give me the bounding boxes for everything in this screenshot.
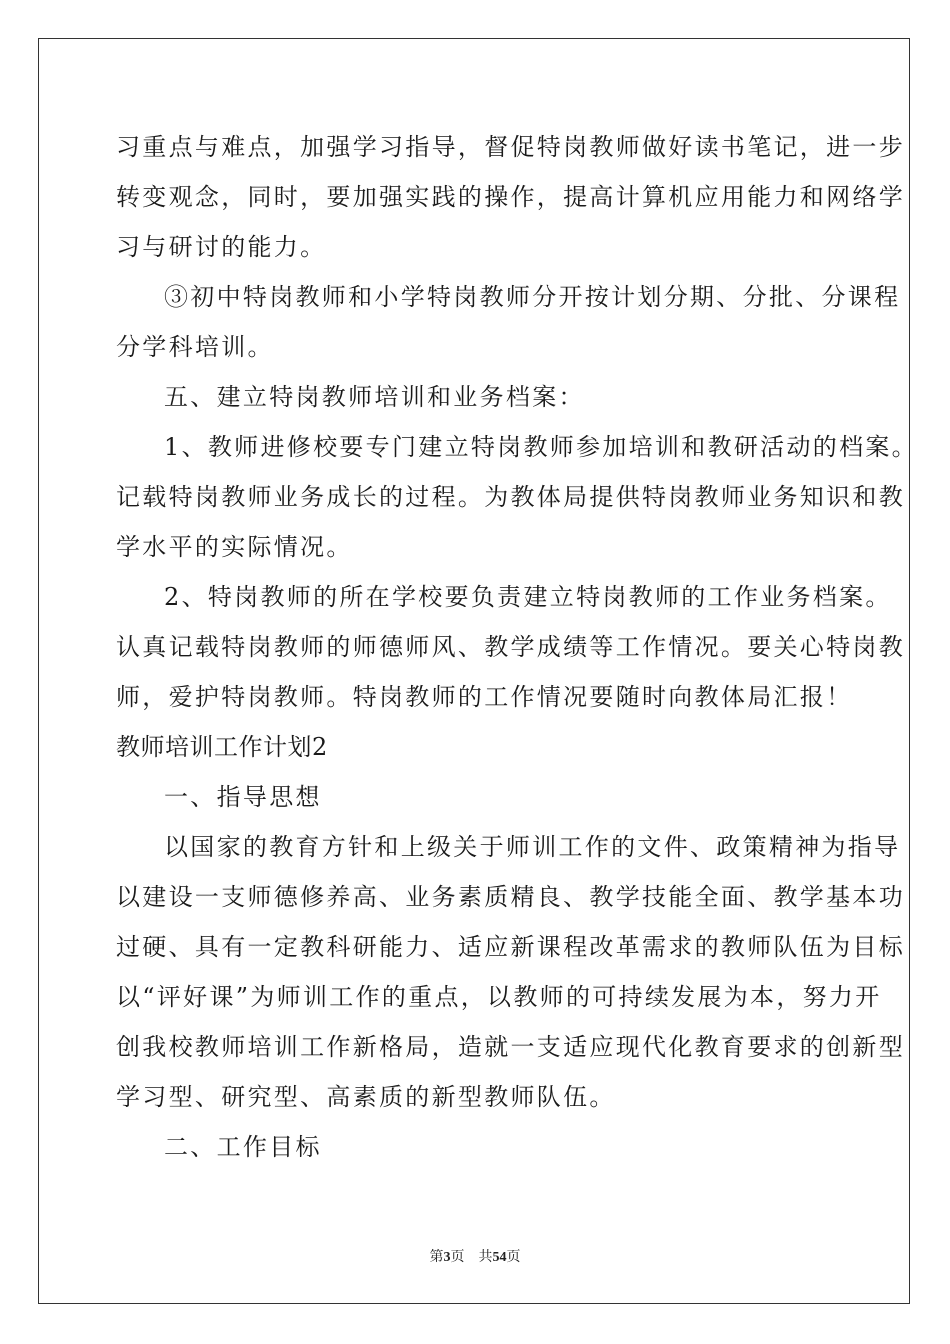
total-prefix: 共 xyxy=(478,1250,493,1265)
text-line: 学水平的实际情况。 xyxy=(116,533,353,561)
text-line: 分学科培训。 xyxy=(116,333,274,361)
section-heading: 一、指导思想 xyxy=(164,783,322,811)
section-heading: 二、工作目标 xyxy=(164,1133,322,1161)
text-line: ③初中特岗教师和小学特岗教师分开按计划分期、分批、分课程 xyxy=(164,283,901,311)
page-number: 3 xyxy=(443,1250,451,1265)
text-line: 习重点与难点，加强学习指导，督促特岗教师做好读书笔记，进一步 xyxy=(116,133,905,161)
text-line: 学习型、研究型、高素质的新型教师队伍。 xyxy=(116,1083,616,1111)
text-line: 以“评好课”为师训工作的重点，以教师的可持续发展为本，努力开 xyxy=(116,983,882,1011)
total-pages: 54 xyxy=(492,1250,507,1265)
text-line: 过硬、具有一定教科研能力、适应新课程改革需求的教师队伍为目标 xyxy=(116,933,905,961)
text-line: 师，爱护特岗教师。特岗教师的工作情况要随时向教体局汇报！ xyxy=(116,683,853,711)
text-line: 认真记载特岗教师的师德师风、教学成绩等工作情况。要关心特岗教 xyxy=(116,633,905,661)
text-line: 2、特岗教师的所在学校要负责建立特岗教师的工作业务档案。 xyxy=(164,583,892,611)
text-line: 以建设一支师德修养高、业务素质精良、教学技能全面、教学基本功 xyxy=(116,883,905,911)
page-suffix: 页 xyxy=(450,1250,465,1265)
total-suffix: 页 xyxy=(506,1250,521,1265)
document-title: 教师培训工作计划2 xyxy=(116,733,328,761)
text-line: 记载特岗教师业务成长的过程。为教体局提供特岗教师业务知识和教 xyxy=(116,483,905,511)
text-line: 以国家的教育方针和上级关于师训工作的文件、政策精神为指导 xyxy=(164,833,901,861)
page-footer xyxy=(0,1248,950,1268)
text-line: 转变观念，同时，要加强实践的操作，提高计算机应用能力和网络学 xyxy=(116,183,905,211)
text-line: 1、教师进修校要专门建立特岗教师参加培训和教研活动的档案。 xyxy=(164,433,918,461)
text-line: 习与研讨的能力。 xyxy=(116,233,327,261)
text-line: 创我校教师培训工作新格局，造就一支适应现代化教育要求的创新型 xyxy=(116,1033,905,1061)
page-prefix: 第 xyxy=(429,1250,444,1265)
section-heading: 五、建立特岗教师培训和业务档案： xyxy=(164,383,585,411)
document-body xyxy=(116,128,918,1178)
